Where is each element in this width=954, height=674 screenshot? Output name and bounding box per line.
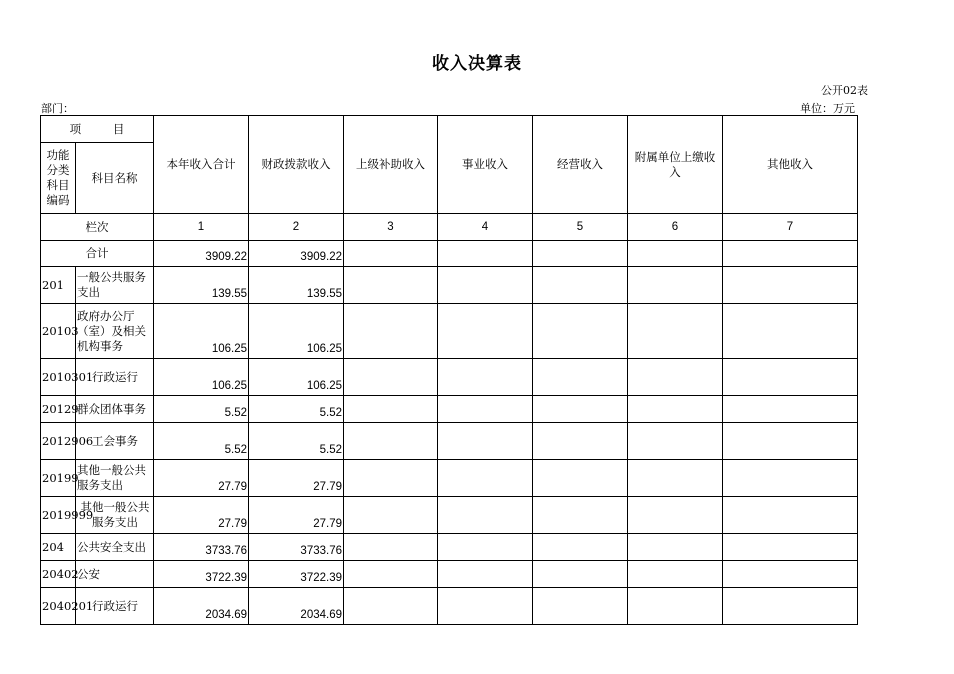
table-row bbox=[41, 359, 858, 396]
total-value bbox=[438, 241, 533, 267]
amount-cell: 5.52 bbox=[154, 423, 249, 460]
subject-code: 204 bbox=[41, 534, 76, 561]
amount-cell bbox=[723, 588, 858, 625]
amount-cell: 139.55 bbox=[249, 267, 344, 304]
income-table bbox=[40, 115, 858, 625]
form-number: 公开02表 bbox=[821, 84, 868, 97]
amount-cell: 106.25 bbox=[154, 359, 249, 396]
total-label: 合计 bbox=[41, 241, 154, 267]
amount-cell: 27.79 bbox=[249, 460, 344, 497]
subject-code: 201 bbox=[41, 267, 76, 304]
row-number-label: 栏次 bbox=[41, 214, 154, 241]
subject-code: 2012906 bbox=[41, 423, 76, 460]
amount-cell bbox=[628, 359, 723, 396]
amount-cell bbox=[533, 497, 628, 534]
subject-name: 行政运行 bbox=[76, 359, 154, 396]
amount-cell bbox=[344, 588, 438, 625]
table-row bbox=[41, 396, 858, 423]
subject-name: 一般公共服务支出 bbox=[76, 267, 154, 304]
subject-name: 公共安全支出 bbox=[76, 534, 154, 561]
amount-cell bbox=[344, 561, 438, 588]
amount-cell bbox=[344, 267, 438, 304]
amount-cell bbox=[533, 267, 628, 304]
amount-cell bbox=[533, 588, 628, 625]
department-label: 部门： bbox=[41, 102, 74, 115]
column-number: 5 bbox=[533, 214, 628, 241]
amount-cell bbox=[438, 588, 533, 625]
subject-name: 其他一般公共服务支出 bbox=[76, 497, 154, 534]
amount-cell bbox=[628, 304, 723, 359]
amount-cell bbox=[628, 460, 723, 497]
amount-cell: 106.25 bbox=[249, 304, 344, 359]
amount-cell bbox=[438, 267, 533, 304]
amount-cell bbox=[628, 267, 723, 304]
amount-cell: 3722.39 bbox=[249, 561, 344, 588]
page-title: 收入决算表 bbox=[432, 54, 522, 74]
subject-name: 群众团体事务 bbox=[76, 396, 154, 423]
header-col-4: 事业收入 bbox=[438, 116, 533, 214]
subject-name: 工会事务 bbox=[76, 423, 154, 460]
table-row bbox=[41, 460, 858, 497]
column-number: 3 bbox=[344, 214, 438, 241]
subject-code: 2040201 bbox=[41, 588, 76, 625]
column-number: 7 bbox=[723, 214, 858, 241]
amount-cell bbox=[438, 423, 533, 460]
amount-cell: 5.52 bbox=[249, 396, 344, 423]
column-number: 4 bbox=[438, 214, 533, 241]
subject-name: 行政运行 bbox=[76, 588, 154, 625]
table-row bbox=[41, 497, 858, 534]
amount-cell bbox=[344, 423, 438, 460]
amount-cell bbox=[723, 304, 858, 359]
column-number: 6 bbox=[628, 214, 723, 241]
column-number: 1 bbox=[154, 214, 249, 241]
subject-name: 其他一般公共服务支出 bbox=[76, 460, 154, 497]
amount-cell bbox=[438, 304, 533, 359]
total-value bbox=[344, 241, 438, 267]
amount-cell bbox=[438, 396, 533, 423]
amount-cell bbox=[723, 396, 858, 423]
amount-cell bbox=[628, 423, 723, 460]
table-row bbox=[41, 561, 858, 588]
amount-cell: 3733.76 bbox=[154, 534, 249, 561]
subject-code: 2019999 bbox=[41, 497, 76, 534]
table-row bbox=[41, 267, 858, 304]
amount-cell bbox=[723, 267, 858, 304]
amount-cell bbox=[628, 561, 723, 588]
table-row bbox=[41, 304, 858, 359]
amount-cell bbox=[533, 561, 628, 588]
amount-cell: 3733.76 bbox=[249, 534, 344, 561]
amount-cell bbox=[533, 396, 628, 423]
amount-cell bbox=[533, 304, 628, 359]
header-col-6: 附属单位上缴收入 bbox=[628, 116, 723, 214]
amount-cell: 5.52 bbox=[249, 423, 344, 460]
amount-cell bbox=[438, 534, 533, 561]
subject-code: 20199 bbox=[41, 460, 76, 497]
total-value bbox=[723, 241, 858, 267]
amount-cell: 139.55 bbox=[154, 267, 249, 304]
amount-cell bbox=[344, 396, 438, 423]
header-col-7: 其他收入 bbox=[723, 116, 858, 214]
unit-label: 单位：万元 bbox=[800, 102, 855, 115]
amount-cell: 106.25 bbox=[249, 359, 344, 396]
amount-cell bbox=[344, 534, 438, 561]
amount-cell: 2034.69 bbox=[154, 588, 249, 625]
header-col-3: 上级补助收入 bbox=[344, 116, 438, 214]
header-col-1: 本年收入合计 bbox=[154, 116, 249, 214]
subject-code: 20103 bbox=[41, 304, 76, 359]
amount-cell bbox=[533, 359, 628, 396]
amount-cell bbox=[533, 534, 628, 561]
amount-cell bbox=[723, 534, 858, 561]
total-value: 3909.22 bbox=[154, 241, 249, 267]
amount-cell bbox=[438, 497, 533, 534]
subject-code: 2010301 bbox=[41, 359, 76, 396]
amount-cell bbox=[628, 534, 723, 561]
total-value: 3909.22 bbox=[249, 241, 344, 267]
amount-cell: 27.79 bbox=[154, 460, 249, 497]
amount-cell bbox=[723, 561, 858, 588]
header-item: 项 目 bbox=[41, 116, 154, 143]
amount-cell bbox=[628, 588, 723, 625]
amount-cell bbox=[723, 359, 858, 396]
subject-name: 公安 bbox=[76, 561, 154, 588]
amount-cell bbox=[628, 497, 723, 534]
amount-cell bbox=[438, 561, 533, 588]
header-name-col: 科目名称 bbox=[76, 143, 154, 214]
total-value bbox=[533, 241, 628, 267]
amount-cell bbox=[533, 423, 628, 460]
amount-cell: 27.79 bbox=[154, 497, 249, 534]
header-col-5: 经营收入 bbox=[533, 116, 628, 214]
subject-code: 20129 bbox=[41, 396, 76, 423]
amount-cell bbox=[438, 460, 533, 497]
amount-cell bbox=[533, 460, 628, 497]
table-row bbox=[41, 423, 858, 460]
total-value bbox=[628, 241, 723, 267]
amount-cell bbox=[723, 423, 858, 460]
total-row bbox=[41, 241, 858, 267]
amount-cell bbox=[344, 359, 438, 396]
amount-cell bbox=[438, 359, 533, 396]
subject-code: 20402 bbox=[41, 561, 76, 588]
column-number: 2 bbox=[249, 214, 344, 241]
amount-cell bbox=[628, 396, 723, 423]
amount-cell bbox=[344, 497, 438, 534]
subject-name: 政府办公厅（室）及相关机构事务 bbox=[76, 304, 154, 359]
amount-cell bbox=[723, 497, 858, 534]
table-row bbox=[41, 534, 858, 561]
table-row bbox=[41, 588, 858, 625]
amount-cell: 5.52 bbox=[154, 396, 249, 423]
amount-cell: 3722.39 bbox=[154, 561, 249, 588]
amount-cell bbox=[344, 304, 438, 359]
amount-cell: 2034.69 bbox=[249, 588, 344, 625]
amount-cell: 27.79 bbox=[249, 497, 344, 534]
amount-cell bbox=[344, 460, 438, 497]
amount-cell bbox=[723, 460, 858, 497]
amount-cell: 106.25 bbox=[154, 304, 249, 359]
header-col-2: 财政拨款收入 bbox=[249, 116, 344, 214]
header-code-col: 功能分类科目编码 bbox=[41, 143, 76, 214]
